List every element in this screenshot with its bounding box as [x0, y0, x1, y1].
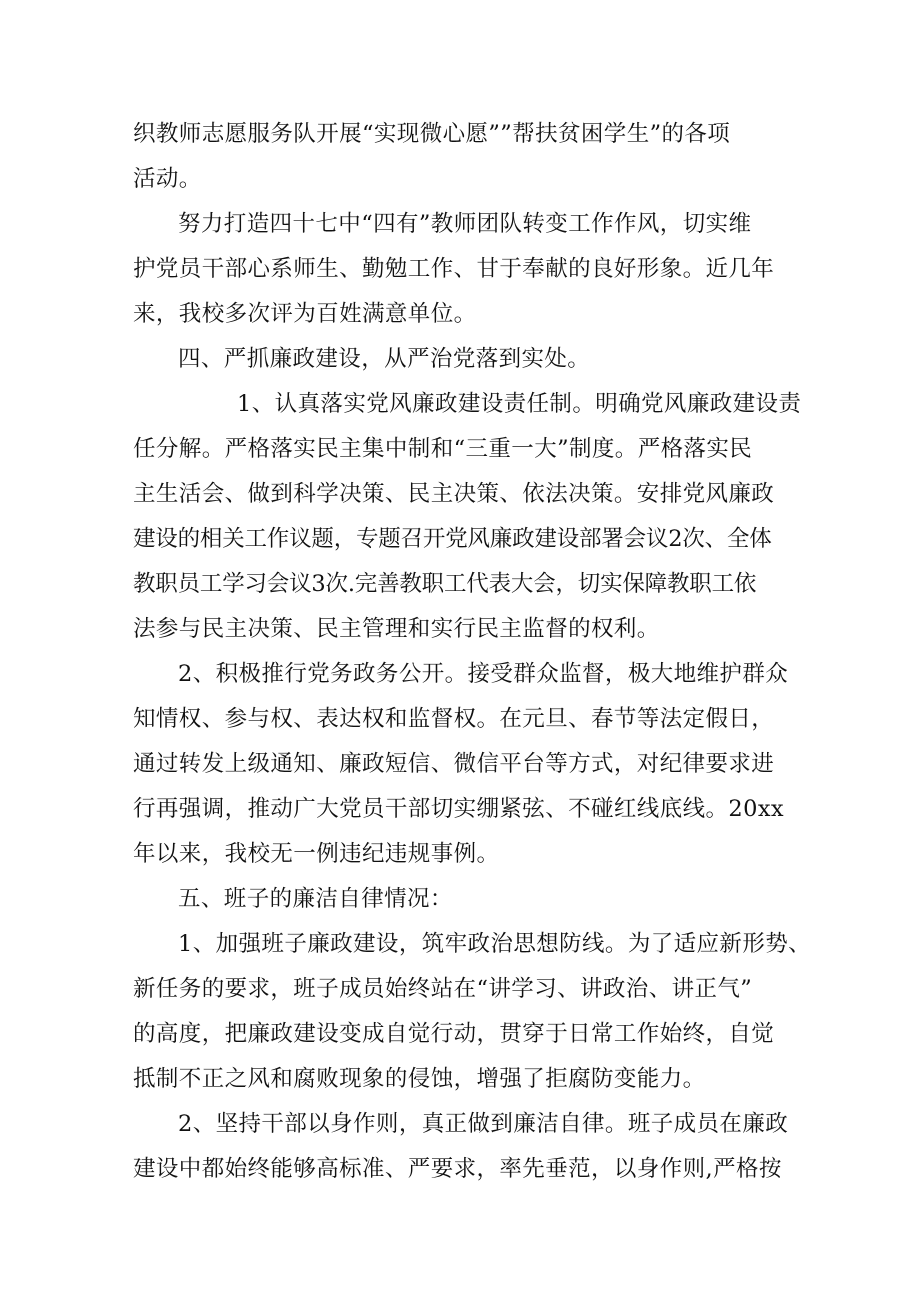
paragraph-line: 护党员干部心系师生、勤勉工作、甘于奉献的良好形象。近几年	[133, 256, 775, 282]
paragraph-line: 法参与民主决策、民主管理和实行民主监督的权利。	[133, 616, 660, 642]
paragraph-line: 知情权、参与权、表达权和监督权。在元旦、春节等法定假日，	[133, 706, 775, 732]
paragraph-line: 1、认真落实党风廉政建设责任制。明确党风廉政建设责	[237, 391, 802, 417]
paragraph-line: 1、加强班子廉政建设，筑牢政治思想防线。为了适应新形势、	[178, 931, 812, 957]
paragraph-line: 活动。	[133, 166, 202, 192]
paragraph-line: 建设中都始终能够高标准、严要求，率先垂范，以身作则,严格按	[133, 1156, 782, 1182]
paragraph-line: 努力打造四十七中“四有”教师团队转变工作作风，切实维	[178, 211, 752, 237]
section-heading: 五、班子的廉洁自律情况：	[178, 886, 453, 912]
paragraph-line: 通过转发上级通知、廉政短信、微信平台等方式，对纪律要求进	[133, 751, 775, 777]
paragraph-line: 2、积极推行党务政务公开。接受群众监督，极大地维护群众	[178, 661, 789, 687]
body-text	[133, 112, 812, 1192]
paragraph-line: 的高度，把廉政建设变成自觉行动，贯穿于日常工作始终，自觉	[133, 1021, 775, 1047]
paragraph-line: 主生活会、做到科学决策、民主决策、依法决策。安排党风廉政	[133, 481, 775, 507]
paragraph-line: 教职员工学习会议3次.完善教职工代表大会，切实保障教职工依	[133, 571, 757, 597]
paragraph-line: 行再强调，推动广大党员干部切实绷紧弦、不碰红线底线。20xx	[133, 796, 785, 822]
paragraph-line: 新任务的要求，班子成员始终站在“讲学习、讲政治、讲正气”	[133, 976, 753, 1002]
paragraph-line: 任分解。严格落实民主集中制和“三重一大”制度。严格落实民	[133, 436, 753, 462]
paragraph-line: 建设的相关工作议题，专题召开党风廉政建设部署会议2次、全体	[133, 526, 772, 552]
paragraph-line: 织教师志愿服务队开展“实现微心愿””帮扶贫困学生”的各项	[133, 121, 731, 147]
paragraph-line: 2、坚持干部以身作则，真正做到廉洁自律。班子成员在廉政	[178, 1111, 789, 1137]
paragraph-line: 抵制不正之风和腐败现象的侵蚀，增强了拒腐防变能力。	[133, 1066, 706, 1092]
section-heading: 四、严抓廉政建设，从严治党落到实处。	[178, 346, 591, 372]
paragraph-line: 年以来，我校无一例违纪违规事例。	[133, 841, 500, 867]
paragraph-line: 来，我校多次评为百姓满意单位。	[133, 301, 477, 327]
